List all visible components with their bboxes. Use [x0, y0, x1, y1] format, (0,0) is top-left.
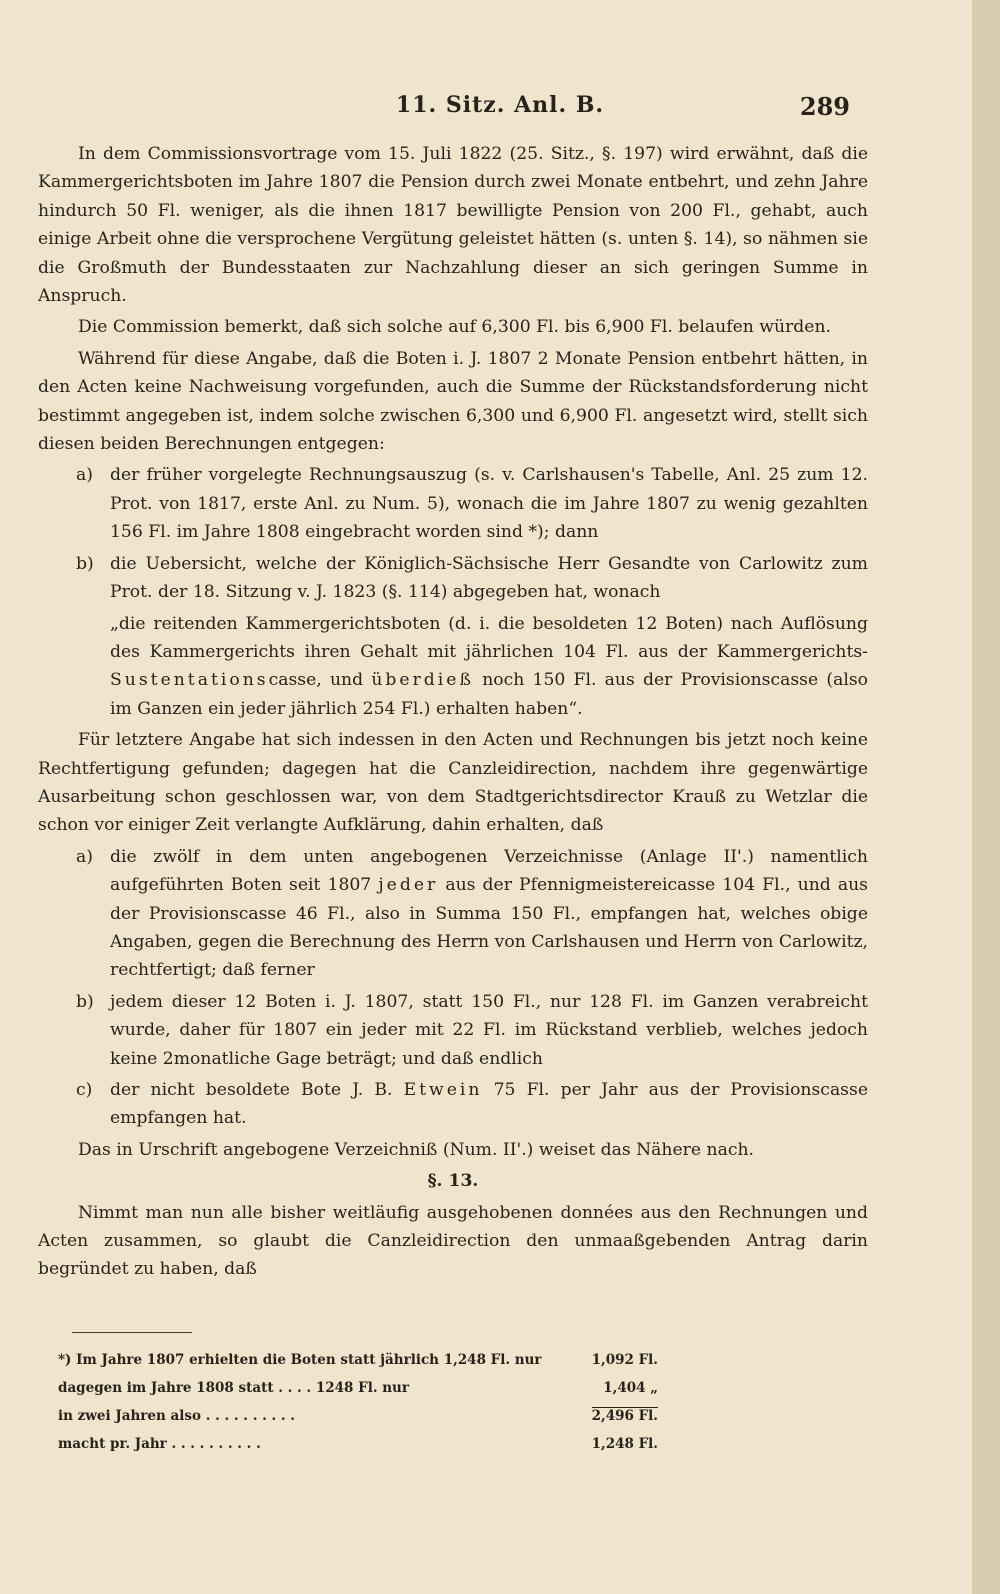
quote-text: „die reitenden Kammergerichtsboten (d. i. die besoldeten 12 Boten) nach Auflösung des Kammergerichts ihren Gehalt mit jährlichen 104 Fl. aus der Kammergerichts-: [110, 613, 868, 662]
list-item-b-second: [38, 988, 868, 1073]
footnote-label: in zwei Jahren also . . . . . . . . . .: [58, 1408, 295, 1424]
footnote-rule: [72, 1332, 192, 1333]
footnote-amount-value: 2,496 Fl.: [591, 1408, 658, 1424]
item-label: b): [76, 991, 94, 1012]
footnote-amount: [458, 1430, 658, 1458]
quote-spaced-text: Sustentations: [110, 670, 269, 691]
list-item-b-first: [38, 550, 868, 607]
footnote-row: [58, 1430, 658, 1458]
footnote-amount: [458, 1374, 658, 1402]
list-item-c-second: [38, 1076, 868, 1133]
item-text: aus der Pfennigmeistereicasse 104 Fl., und aus der Provisionscasse 46 Fl., also in Summa 150 Fl., empfangen hat, welches obige Angaben, gegen die Berechnung des Herrn von Carlshausen und Herrn von Carlowitz, rechtfertigt; daß ferner: [110, 875, 868, 981]
footnote: [58, 1346, 658, 1458]
quotation: [38, 610, 868, 724]
item-label: a): [76, 846, 93, 867]
footnote-amount-value: 1,404 „: [603, 1380, 658, 1396]
paragraph-2: Die Commission bemerkt, daß sich solche auf 6,300 Fl. bis 6,900 Fl. belaufen würden.: [78, 317, 832, 338]
quote-text: noch 150 Fl. aus der Provisionscasse (also im Ganzen ein jeder jährlich 254 Fl.) erhalten haben“.: [110, 670, 868, 719]
footnote-amount-value: 1,248 Fl.: [591, 1436, 658, 1452]
footnote-amount: [542, 1346, 658, 1374]
list-item-a-second: [38, 843, 868, 985]
page-header: [0, 92, 1000, 128]
footnote-row: [58, 1374, 658, 1402]
footnote-amount-value: 1,092 Fl.: [591, 1352, 658, 1368]
footnote-row: [58, 1402, 658, 1430]
paragraph-5: Das in Urschrift angebogene Verzeichniß (Num. II'.) weiset das Nähere nach.: [78, 1139, 754, 1160]
footnote-row: [58, 1346, 658, 1374]
quote-text: casse, und: [268, 670, 364, 691]
footnote-amount: [458, 1402, 658, 1430]
footnote-label: macht pr. Jahr . . . . . . . . . .: [58, 1436, 261, 1452]
item-text: die Uebersicht, welche der Königlich-Sächsische Herr Gesandte von Carlowitz zum Prot. der 18. Sitzung v. J. 1823 (§. 114) abgegeben hat, wonach: [110, 553, 868, 603]
quote-spaced-text: überdieß: [371, 670, 474, 691]
item-spaced-text: Etwein: [403, 1080, 483, 1100]
paragraph-6: Nimmt man nun alle bisher weitläufig ausgehobenen données aus den Rechnungen und Acten zusammen, so glaubt die Canzleidirection den unmaaßgebenden Antrag darin begründet zu haben, daß: [38, 1202, 868, 1280]
footnote-label: dagegen im Jahre 1808 statt . . . . 1248 Fl. nur: [58, 1380, 409, 1396]
footnote-label: *) Im Jahre 1807 erhielten die Boten statt jährlich 1,248 Fl. nur: [58, 1352, 542, 1368]
page-edge: [972, 0, 1000, 1594]
item-label: a): [76, 465, 93, 486]
item-text: der früher vorgelegte Rechnungsauszug (s. v. Carlshausen's Tabelle, Anl. 25 zum 12. Prot. von 1817, erste Anl. zu Num. 5), wonach die im Jahre 1807 zu wenig gezahlten 156 Fl. im Jahre 1808 eingebracht worden sind *); dann: [110, 465, 868, 543]
body-text: [38, 140, 868, 1287]
item-spaced-text: jeder: [378, 875, 439, 896]
page-number: 289: [799, 92, 850, 121]
item-text: 75 Fl. per Jahr aus der Provisionscasse empfangen hat.: [110, 1080, 868, 1129]
item-label: c): [76, 1080, 93, 1100]
item-label: b): [76, 553, 94, 574]
list-item-a-first: [38, 461, 868, 546]
item-text: der nicht besoldete Bote J. B.: [110, 1080, 393, 1100]
section-heading: §. 13.: [427, 1171, 479, 1192]
running-title: 11. Sitz. Anl. B.: [395, 92, 605, 118]
item-text: die zwölf in dem unten angebogenen Verzeichnisse (Anlage II'.) namentlich aufgeführten Boten seit 1807: [110, 846, 868, 896]
item-text: jedem dieser 12 Boten i. J. 1807, statt 150 Fl., nur 128 Fl. im Ganzen verabreicht wurde, daher für 1807 ein jeder mit 22 Fl. im Rückstand verblieb, welches jedoch keine 2monatliche Gage beträgt; und daß endlich: [110, 991, 868, 1069]
paragraph-4: Für letztere Angabe hat sich indessen in den Acten und Rechnungen bis jetzt noch keine Rechtfertigung gefunden; dagegen hat die Canzleidirection, nachdem ihre gegenwärtige Ausarbeitung schon geschlossen war, von dem Stadtgerichtsdirector Krauß zu Wetzlar die schon vor einiger Zeit verlangte Aufklärung, dahin erhalten, daß: [38, 730, 868, 836]
paragraph-3: Während für diese Angabe, daß die Boten i. J. 1807 2 Monate Pension entbehrt hätten, in den Acten keine Nachweisung vorgefunden, auch die Summe der Rückstandsforderung nicht bestimmt angegeben ist, indem solche zwischen 6,300 und 6,900 Fl. angesetzt wird, stellt sich diesen beiden Berechnungen entgegen:: [38, 348, 868, 455]
paragraph-1: In dem Commissionsvortrage vom 15. Juli 1822 (25. Sitz., §. 197) wird erwähnt, daß die Kammergerichtsboten im Jahre 1807 die Pension durch zwei Monate entbehrt, und zehn Jahre hindurch 50 Fl. weniger, als die ihnen 1817 bewilligte Pension von 200 Fl., gehabt, auch einige Arbeit ohne die versprochene Vergütung geleistet hätten (s. unten §. 14), so nähmen sie die Großmuth der Bundesstaaten zur Nachzahlung dieser an sich geringen Summe in Anspruch.: [38, 144, 868, 307]
